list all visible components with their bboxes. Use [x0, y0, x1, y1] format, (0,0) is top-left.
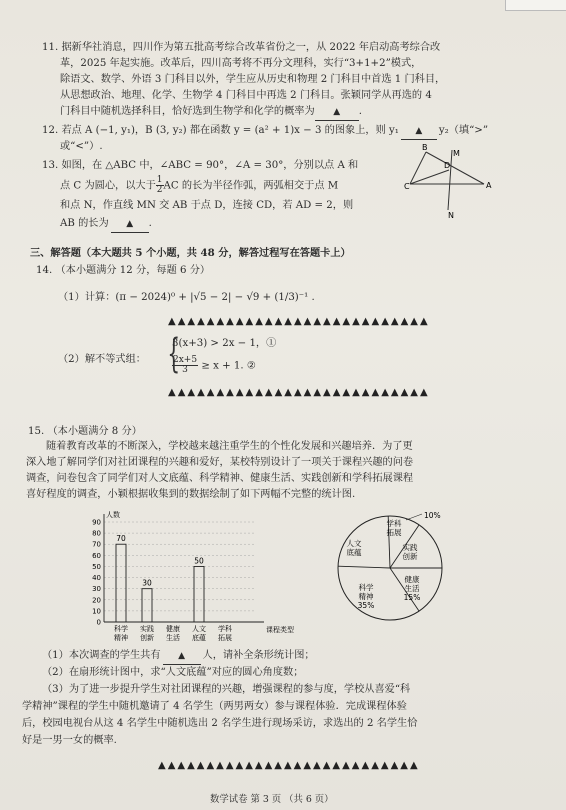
x-tick-label: 健康: [166, 625, 180, 633]
label-D: D: [444, 161, 451, 170]
y-tick-label: 10: [92, 607, 101, 616]
q15-part1-tail: 人，请补全条形统计图；: [202, 650, 315, 661]
q12-answer-blank: ▲: [401, 124, 437, 140]
bar-value-label: 50: [194, 556, 204, 566]
pie-slice-label: 15%: [403, 593, 421, 602]
q12-line2: 或“<”）.: [60, 141, 103, 152]
ineq2-num: 2x+5: [173, 355, 198, 365]
frac-num: 1: [156, 175, 163, 185]
q11-answer-blank: ▲: [315, 105, 359, 121]
line-MN: [448, 150, 452, 210]
y-axis-label: 人数: [106, 511, 120, 519]
x-tick-label: 精神: [114, 634, 128, 642]
ineq2-rest: ≥ x + 1. ②: [201, 360, 256, 372]
pie-slice-label: 科学: [358, 583, 374, 592]
q14-title: 14. （本小题满分 12 分，每题 6 分）: [36, 265, 211, 276]
q13-line3: 和点 N，作直线 MN 交 AB 于点 D，连接 CD，若 AD = 2，则: [60, 200, 354, 211]
pie-leader-line: [406, 514, 422, 520]
pie-slice-label: 底蕴: [346, 548, 362, 557]
q14-part1: （1）计算：(π − 2024)⁰ + |√5 − 2| − √9 + (1/3)⁻¹ .: [58, 292, 315, 303]
y-tick-label: 90: [92, 518, 101, 527]
q15-title: 15. （本小题满分 8 分）: [28, 426, 142, 437]
q14-part2-label: （2）解不等式组：: [58, 354, 146, 365]
q13-line2-tail: AC 的长为半径作弧，两弧相交于点 M: [163, 180, 339, 192]
x-tick-label: 学科: [218, 625, 232, 633]
bar-value-label: 30: [142, 578, 152, 588]
q15-part2: （2）在扇形统计图中，求“人文底蕴”对应的圆心角度数；: [42, 667, 304, 678]
q15-stem-3: 调查，问卷包含了同学们对人文底蕴、科学精神、健康生活、实践创新和学科拓展课程: [26, 473, 414, 484]
inequality-2: [172, 356, 256, 375]
bar-chart: [80, 508, 300, 648]
q11-line4: 从思想政治、地理、化学、生物学 4 门科目中再选 2 门科目。张颖同学从再选的 4: [60, 90, 432, 101]
q12-line1: [42, 123, 488, 140]
q15-part3-line2: 学精神”课程的学生中随机邀请了 4 名学生（两男两女）参与课程体验．完成课程体验: [22, 701, 407, 712]
q15-stem-2: 深入地了解同学们对社团课程的兴趣和爱好，某校特别设计了一项关于课程兴趣的问卷: [26, 457, 414, 468]
q13-line2-text: 点 C 为圆心，以大于: [60, 180, 156, 192]
q13-line1: 13. 如图，在 △ABC 中，∠ABC = 90°，∠A = 30°，分别以点 A 和: [42, 160, 359, 171]
pie-slice-label: 创新: [402, 552, 418, 561]
q15-part3-line4: 好是一男一女的概率.: [22, 735, 117, 746]
y-tick-label: 30: [92, 585, 101, 594]
y-tick-label: 20: [92, 596, 101, 605]
q15-part1-text: （1）本次调查的学生共有: [42, 650, 161, 661]
x-tick-label: 拓展: [218, 634, 232, 642]
x-tick-label: 实践: [140, 625, 154, 633]
q15-stem-4: 喜好程度的调查，小颖根据收集到的数据绘制了如下两幅不完整的统计图.: [26, 489, 356, 500]
y-tick-label: 70: [92, 540, 101, 549]
y-tick-label: 0: [96, 618, 101, 627]
x-tick-label: 创新: [140, 634, 154, 642]
pie-slice-label: 健康: [404, 575, 420, 584]
x-tick-label: 人文: [192, 625, 206, 633]
q15-part3-line1: （3）为了进一步提升学生对社团课程的兴趣，增强课程的参与度，学校从喜爱“科: [42, 684, 411, 695]
bar: [116, 544, 126, 622]
q13-line2: [60, 176, 338, 195]
pie-chart: [326, 510, 476, 630]
page-corner: [505, 0, 566, 11]
bar-value-label: 70: [116, 534, 126, 544]
q11-line5: 门科目中随机选择科目，恰好选到生物学和化学的概率为 ▲ .: [60, 104, 362, 121]
pie-slice-label: 35%: [357, 601, 375, 610]
q15-answer-marks: ▲▲▲▲▲▲▲▲▲▲▲▲▲▲▲▲▲▲▲▲▲▲▲▲▲▲▲: [158, 760, 420, 771]
q13-figure: [404, 142, 496, 222]
inequality-1: 3(x+3) > 2x − 1，①: [172, 338, 277, 349]
q15-stem-1: 随着教育改革的不断深入，学校越来越注重学生的个性化发展和兴趣培养．为了更: [46, 441, 413, 452]
pie-slice-label: 拓展: [386, 528, 402, 537]
q15-part1: [42, 648, 315, 665]
x-tick-label: 底蕴: [192, 634, 206, 642]
pie-slice-label: 实践: [402, 543, 418, 552]
q11-line3: 除语文、数学、外语 3 门科目以外，学生应从历史和物理 2 门科目中首选 1 门科目，: [60, 74, 446, 85]
q15-part3-line3: 后，校园电视台从这 4 名学生中随机选出 2 名学生进行现场采访，求选出的 2 名学生恰: [22, 718, 418, 729]
q12-line1-text: 12. 若点 A (−1, y₁)，B (3, y₂) 都在函数 y = (a² + 1)x − 3 的图象上，则 y₁: [42, 125, 399, 136]
bar: [142, 589, 152, 622]
label-M: M: [453, 149, 460, 158]
ineq2-den: 3: [182, 365, 188, 375]
q13-line4: AB 的长为 ▲ .: [60, 216, 152, 233]
label-N: N: [448, 211, 454, 220]
x-axis-label: 课程类型: [266, 626, 294, 634]
frac-den: 2: [156, 185, 163, 195]
inequality-brace: {: [167, 331, 181, 377]
label-B: B: [422, 143, 428, 152]
pie-slice-label: 人文: [346, 539, 362, 548]
y-tick-label: 60: [92, 551, 101, 560]
pie-pct-label: 10%: [424, 511, 441, 520]
pie-slice-boundary: [338, 566, 390, 568]
q13-line4-text: AB 的长为: [60, 218, 109, 229]
q14-part1-answer-marks: ▲▲▲▲▲▲▲▲▲▲▲▲▲▲▲▲▲▲▲▲▲▲▲▲▲▲▲: [168, 316, 430, 327]
q11-line5-text: 门科目中随机选择科目，恰好选到生物学和化学的概率为: [60, 106, 315, 117]
pie-slice-label: 学科: [386, 519, 402, 528]
q12-line1-tail: y₂（填“>”: [438, 125, 489, 136]
section-3-title: 三、解答题（本大题共 5 个小题，共 48 分，解答过程写在答题卡上）: [30, 247, 351, 259]
ineq2-fraction: [172, 356, 198, 375]
q13-fraction: [156, 176, 164, 195]
pie-slice-label: 精神: [358, 592, 374, 601]
q14-part2-answer-marks: ▲▲▲▲▲▲▲▲▲▲▲▲▲▲▲▲▲▲▲▲▲▲▲▲▲▲▲: [168, 387, 430, 398]
y-tick-label: 50: [92, 562, 101, 571]
q13-answer-blank: ▲: [111, 217, 149, 233]
page-footer: 数学试卷 第 3 页 （共 6 页）: [210, 794, 334, 805]
q11-line1: 11. 据新华社消息，四川作为第五批高考综合改革省份之一，从 2022 年启动高考综合改: [42, 42, 441, 53]
label-A: A: [486, 181, 492, 190]
q11-line2: 革，2025 年起实施。改革后，四川高考将不再分文理科，实行“3+1+2”模式，: [60, 58, 422, 69]
bar: [194, 566, 204, 622]
y-tick-label: 80: [92, 529, 101, 538]
q15-answer-blank: ▲: [163, 649, 201, 665]
pie-slice-label: 生活: [404, 584, 420, 593]
x-tick-label: 科学: [114, 625, 128, 633]
y-tick-label: 40: [92, 574, 101, 583]
label-C: C: [404, 182, 410, 191]
x-tick-label: 生活: [166, 634, 180, 642]
